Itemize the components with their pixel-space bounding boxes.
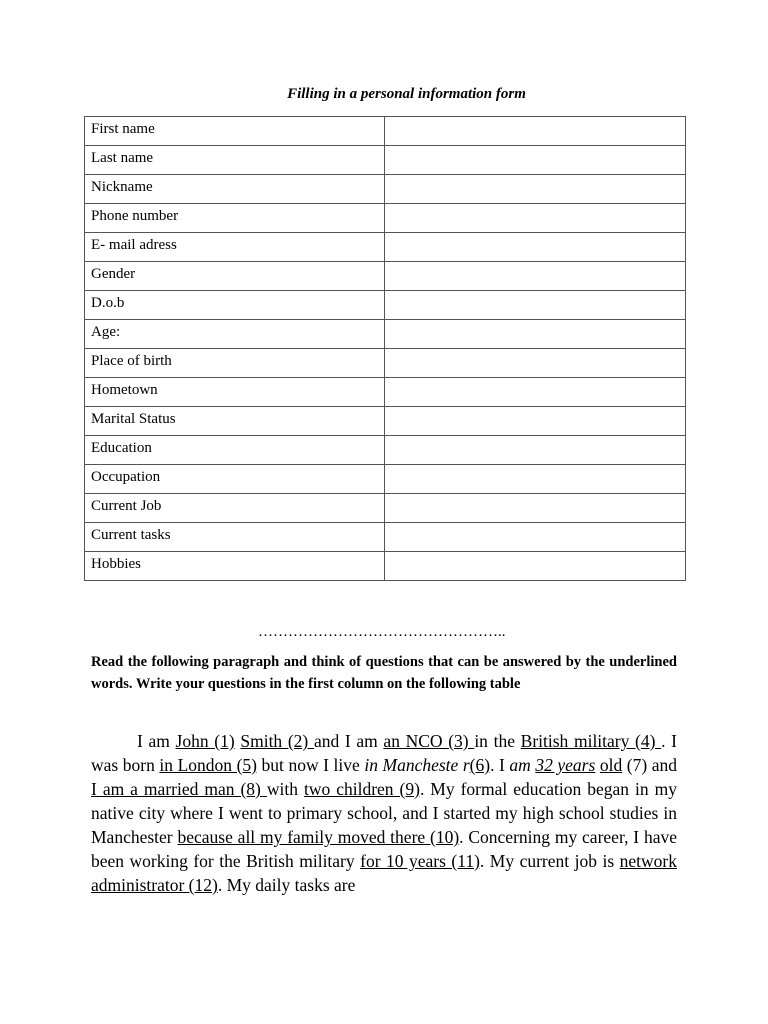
form-row-answer-cell[interactable] xyxy=(385,552,686,581)
form-row-answer-cell[interactable] xyxy=(385,262,686,291)
form-row xyxy=(85,552,686,581)
form-row xyxy=(85,465,686,494)
form-row xyxy=(85,436,686,465)
personal-info-form-table xyxy=(84,116,686,581)
form-row-answer-cell[interactable] xyxy=(385,175,686,204)
paragraph-text: (7) and xyxy=(622,755,678,775)
form-row-label: Hobbies xyxy=(85,552,385,581)
form-row-label: Phone number xyxy=(85,204,385,233)
form-row-answer-cell[interactable] xyxy=(385,523,686,552)
reading-paragraph xyxy=(91,729,677,897)
underlined-answer: network administrator (12) xyxy=(91,851,677,895)
paragraph-text: . My current job is xyxy=(479,851,620,871)
form-row-answer-cell[interactable] xyxy=(385,494,686,523)
form-row xyxy=(85,320,686,349)
underlined-answer: John (1) xyxy=(175,731,235,751)
form-row-answer-cell[interactable] xyxy=(385,233,686,262)
form-row xyxy=(85,175,686,204)
form-row-label: Last name xyxy=(85,146,385,175)
form-row-label: Hometown xyxy=(85,378,385,407)
form-table-body xyxy=(85,117,686,581)
form-row-label: Current Job xyxy=(85,494,385,523)
paragraph-text: . My daily tasks are xyxy=(217,875,356,895)
paragraph-text: am xyxy=(509,755,536,775)
underlined-answer: British military (4) xyxy=(520,731,662,751)
underlined-answer: in London (5) xyxy=(159,755,257,775)
form-row-label: D.o.b xyxy=(85,291,385,320)
form-row xyxy=(85,117,686,146)
paragraph-text: in Mancheste r xyxy=(364,755,470,775)
paragraph-content xyxy=(91,731,677,895)
page-title: Filling in a personal information form xyxy=(287,86,526,102)
form-row-answer-cell[interactable] xyxy=(385,146,686,175)
form-row-label: First name xyxy=(85,117,385,146)
separator-dots: ………………………………………….. xyxy=(258,624,506,640)
paragraph-text: with xyxy=(266,779,304,799)
form-row-answer-cell[interactable] xyxy=(385,204,686,233)
paragraph-text: I am xyxy=(137,731,176,751)
form-row-answer-cell[interactable] xyxy=(385,465,686,494)
underlined-answer: because all my family moved there (10) xyxy=(177,827,460,847)
paragraph-text: . My formal education began in my native city where I went to primary school, and I started my high school studies in Manchester xyxy=(91,779,677,847)
form-row-answer-cell[interactable] xyxy=(385,349,686,378)
underlined-answer: I am a married man (8) xyxy=(91,779,267,799)
underlined-answer: old xyxy=(599,755,623,775)
form-row xyxy=(85,378,686,407)
form-row xyxy=(85,349,686,378)
form-row-label: Place of birth xyxy=(85,349,385,378)
paragraph-text: but now I live xyxy=(256,755,365,775)
form-row-answer-cell[interactable] xyxy=(385,291,686,320)
paragraph-text: in the xyxy=(474,731,521,751)
form-row-label: Occupation xyxy=(85,465,385,494)
form-row-label: Gender xyxy=(85,262,385,291)
form-row-answer-cell[interactable] xyxy=(385,378,686,407)
paragraph-text: . Concerning my career, I have been working for the British military xyxy=(91,827,677,871)
form-row-label: Marital Status xyxy=(85,407,385,436)
form-row-label: E- mail adress xyxy=(85,233,385,262)
underlined-answer: Smith (2) xyxy=(240,731,314,751)
form-row-label: Current tasks xyxy=(85,523,385,552)
form-row xyxy=(85,407,686,436)
form-row xyxy=(85,233,686,262)
paragraph-text: . I xyxy=(490,755,510,775)
paragraph-text: and I am xyxy=(313,731,384,751)
form-row-label: Nickname xyxy=(85,175,385,204)
form-row xyxy=(85,291,686,320)
form-row-label: Age: xyxy=(85,320,385,349)
underlined-answer: 32 years xyxy=(535,755,596,775)
form-row-label: Education xyxy=(85,436,385,465)
instructions-text: Read the following paragraph and think of questions that can be answered by the underlined words. Write your questions in the first column on the following table xyxy=(91,654,677,692)
underlined-answer: (6) xyxy=(469,755,491,775)
form-row xyxy=(85,146,686,175)
underlined-answer: two children (9) xyxy=(303,779,420,799)
form-row-answer-cell[interactable] xyxy=(385,117,686,146)
paragraph-text: . I was born xyxy=(91,731,677,775)
form-row xyxy=(85,262,686,291)
underlined-answer: an NCO (3) xyxy=(383,731,475,751)
form-row xyxy=(85,523,686,552)
underlined-answer: for 10 years (11) xyxy=(360,851,480,871)
form-row xyxy=(85,204,686,233)
form-row-answer-cell[interactable] xyxy=(385,436,686,465)
form-row-answer-cell[interactable] xyxy=(385,320,686,349)
form-row xyxy=(85,494,686,523)
form-row-answer-cell[interactable] xyxy=(385,407,686,436)
